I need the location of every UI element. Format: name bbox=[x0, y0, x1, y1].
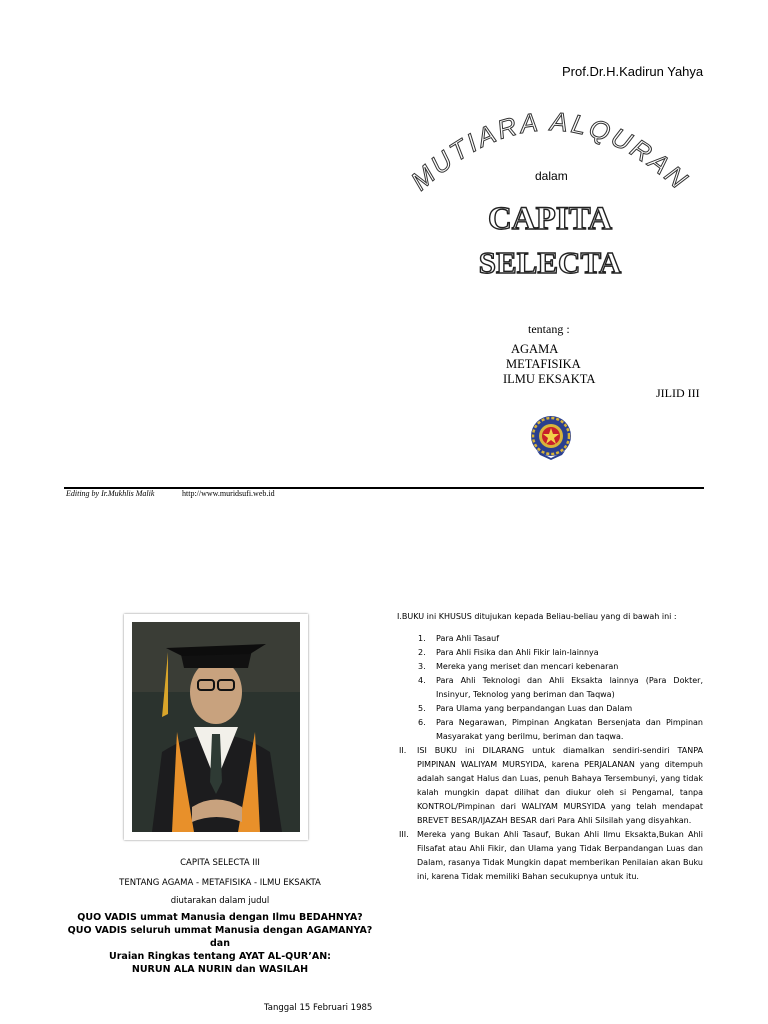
subtitle-line: QUO VADIS seluruh ummat Manusia dengan AGAMANYA? bbox=[67, 925, 373, 936]
list-text: Para Ahli Teknologi dan Ahli Eksakta lainnya (Para Dokter, Insinyur, Teknolog yang beriman dan Taqwa) bbox=[436, 676, 703, 699]
list-number: 1. bbox=[418, 634, 426, 643]
caption-intro: diutarakan dalam judul bbox=[170, 896, 270, 906]
topics-list bbox=[503, 342, 595, 387]
list-text: Para Ahli Fisika dan Ahli Fikir lain-lainnya bbox=[436, 648, 599, 657]
audience-section bbox=[397, 610, 703, 884]
topic-item: ILMU EKSAKTA bbox=[503, 372, 596, 386]
section-number: III. bbox=[399, 830, 409, 839]
dalam-label: dalam bbox=[535, 169, 568, 183]
topic-item: AGAMA bbox=[511, 342, 559, 356]
section-text: ISI BUKU ini DILARANG untuk diamalkan sendiri-sendiri TANPA PIMPINAN WALIYAM MURSYIDA, karena PERJALANAN yang ditempuh adalah sangat Halus dan Luas, penuh Bahaya Tersembunyi, yang tidak kalah mungkin dapat dilihat dan diukur oleh si Pengamal, tanpa KONTROL/Pimpinan dari WALIYAM MURSYIDA yang telah mendapat BREVET BESAR/IJAZAH BESAR dari Para Ahli Silsilah yang disyahkan. bbox=[417, 746, 703, 825]
subtitle-line: dan bbox=[210, 938, 230, 949]
list-item bbox=[397, 660, 703, 674]
subtitle-line: QUO VADIS ummat Manusia dengan Ilmu BEDAHNYA? bbox=[77, 912, 363, 923]
list-text: Para Negarawan, Pimpinan Angkatan Bersenjata dan Pimpinan Masyarakat yang berilmu, beriman dan taqwa. bbox=[436, 718, 703, 741]
portrait-image bbox=[132, 622, 300, 832]
author-portrait bbox=[124, 614, 308, 840]
website-url: http://www.muridsufi.web.id bbox=[182, 489, 275, 498]
list-number: 4. bbox=[418, 676, 426, 685]
list-text: Mereka yang meriset dan mencari kebenaran bbox=[436, 662, 619, 671]
editor-credit: Editing by Ir.Mukhlis Malik bbox=[66, 489, 155, 498]
section-text: Mereka yang Bukan Ahli Tasauf, Bukan Ahli Ilmu Eksakta,Bukan Ahli Filsafat atau Ahli Fikir, dan Ulama yang Tidak Berpandangan Luas dan Dalam, rasanya Tidak Mungkin dapat memberikan Penilaian akan Buku ini, karena Tidak memiliki Bahan secukupnya untuk itu. bbox=[417, 830, 703, 881]
publication-date: Tanggal 15 Februari 1985 bbox=[264, 1003, 373, 1013]
list-item bbox=[397, 716, 703, 744]
section-item bbox=[397, 744, 703, 828]
caption-title: CAPITA SELECTA III bbox=[180, 858, 260, 868]
caption-subtitle: TENTANG AGAMA - METAFISIKA - ILMU EKSAKTA bbox=[119, 878, 321, 888]
list-item bbox=[397, 632, 703, 646]
list-number: 3. bbox=[418, 662, 426, 671]
list-item bbox=[397, 674, 703, 702]
subtitle-line: Uraian Ringkas tentang AYAT AL-QUR’AN: bbox=[109, 951, 331, 962]
list-item bbox=[397, 702, 703, 716]
subtitle-block bbox=[60, 911, 380, 976]
list-item bbox=[397, 646, 703, 660]
list-text: Para Ahli Tasauf bbox=[436, 634, 500, 643]
title-line-2: SELECTA bbox=[478, 245, 622, 280]
list-number: 2. bbox=[418, 648, 426, 657]
volume-label: JILID III bbox=[656, 386, 700, 400]
list-number: 6. bbox=[418, 718, 426, 727]
section-item bbox=[397, 828, 703, 884]
university-emblem-icon bbox=[527, 413, 575, 461]
subtitle-line: NURUN ALA NURIN dan WASILAH bbox=[131, 964, 309, 975]
list-number: 5. bbox=[418, 704, 426, 713]
main-title bbox=[470, 196, 630, 281]
section-intro: I.BUKU ini KHUSUS ditujukan kepada Beliau-beliau yang di bawah ini : bbox=[397, 612, 677, 621]
author-name: Prof.Dr.H.Kadirun Yahya bbox=[562, 64, 704, 79]
list-text: Para Ulama yang berpandangan Luas dan Dalam bbox=[436, 704, 633, 713]
title-line-1: CAPITA bbox=[487, 201, 613, 237]
arc-title-text: MUTIARA ALQURAN bbox=[405, 106, 695, 197]
topic-item: METAFISIKA bbox=[506, 357, 581, 371]
section-number: II. bbox=[399, 746, 407, 755]
horizontal-rule bbox=[64, 487, 704, 489]
tentang-label: tentang : bbox=[528, 322, 570, 336]
